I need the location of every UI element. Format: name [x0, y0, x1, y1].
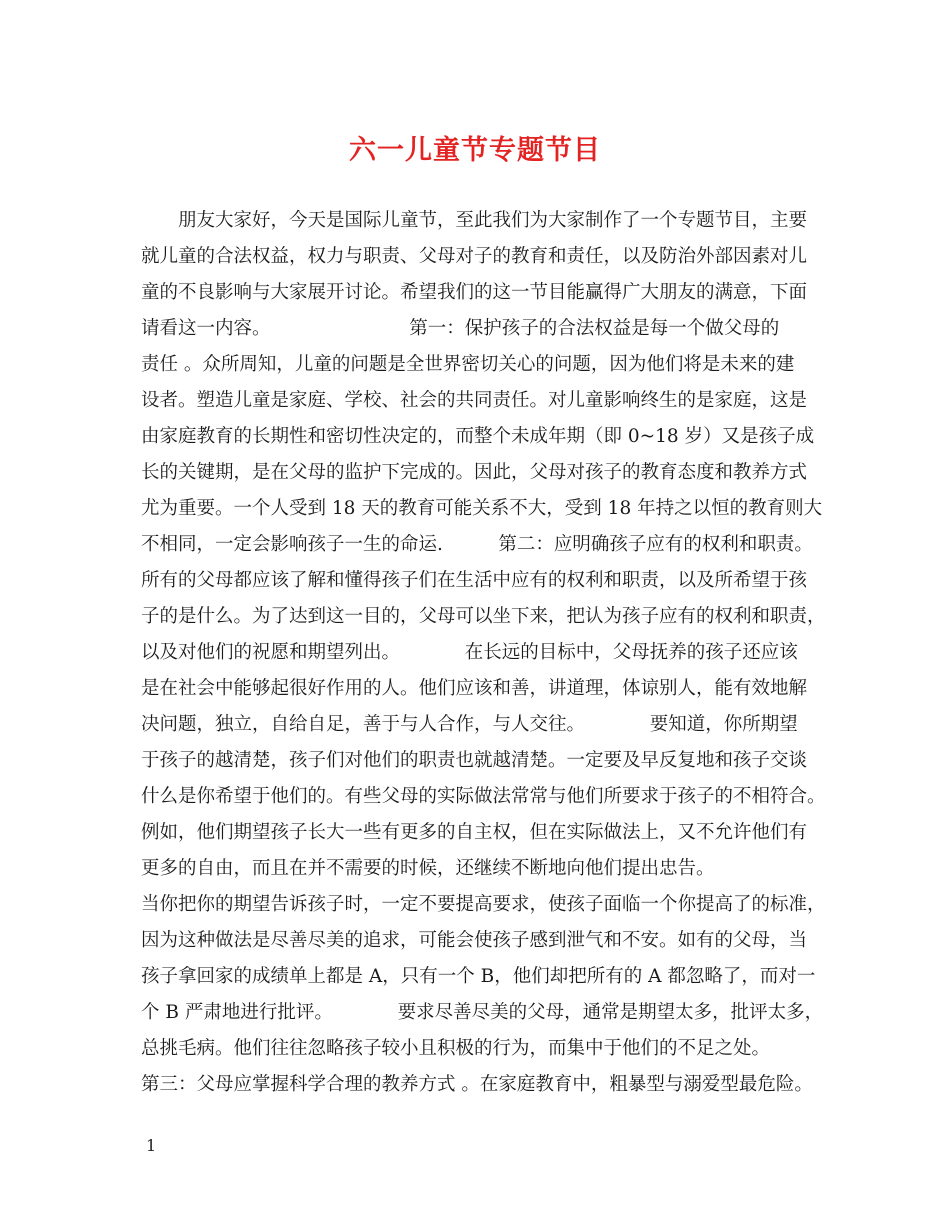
body-line: 不相同，一定会影响孩子一生的命运. 第二：应明确孩子应有的权利和职责。	[141, 534, 813, 555]
body-line: 什么是你希望于他们的。有些父母的实际做法常常与他们所要求于孩子的不相符合。	[141, 786, 826, 807]
body-line: 由家庭教育的长期性和密切性决定的，而整个未成年期（即 0~18 岁）又是孩子成	[141, 426, 815, 447]
body-line: 所有的父母都应该了解和懂得孩子们在生活中应有的权利和职责，以及所希望于孩	[141, 570, 808, 591]
body-line: 以及对他们的祝愿和期望列出。 在长远的目标中，父母抚养的孩子还应该	[141, 642, 798, 663]
body-line: 朋友大家好，今天是国际儿童节，至此我们为大家制作了一个专题节目，主要	[141, 210, 808, 231]
body-line: 请看这一内容。 第一：保护孩子的合法权益是每一个做父母的	[141, 318, 780, 339]
body-line: 就儿童的合法权益，权力与职责、父母对子的教育和责任，以及防治外部因素对儿	[141, 246, 808, 267]
page-number: 1	[146, 1136, 157, 1155]
body-line: 个 B 严肃地进行批评。 要求尽善尽美的父母，通常是期望太多，批评太多，	[141, 1002, 824, 1023]
body-line: 责任 。众所周知，儿童的问题是全世界密切关心的问题，因为他们将是未来的建	[141, 354, 795, 375]
body-line: 因为这种做法是尽善尽美的追求，可能会使孩子感到泄气和不安。如有的父母，当	[141, 930, 808, 951]
document-title: 六一儿童节专题节目	[349, 135, 601, 166]
body-line: 子的是什么。为了达到这一目的，父母可以坐下来，把认为孩子应有的权利和职责，	[141, 606, 826, 627]
body-line: 总挑毛病。他们往往忽略孩子较小且积极的行为，而集中于他们的不足之处。	[141, 1038, 771, 1059]
body-line: 例如，他们期望孩子长大一些有更多的自主权，但在实际做法上，又不允许他们有	[141, 822, 808, 843]
body-line: 更多的自由，而且在并不需要的时候，还继续不断地向他们提出忠告。	[141, 858, 715, 879]
body-line: 尤为重要。一个人受到 18 天的教育可能关系不大，受到 18 年持之以恒的教育则大	[141, 498, 823, 519]
body-line: 设者。塑造儿童是家庭、学校、社会的共同责任。对儿童影响终生的是家庭，这是	[141, 390, 808, 411]
body-line: 孩子拿回家的成绩单上都是 A，只有一个 B，他们却把所有的 A 都忽略了，而对一	[141, 966, 816, 987]
body-line: 第三：父母应掌握科学合理的教养方式 。在家庭教育中，粗暴型与溺爱型最危险。	[141, 1074, 813, 1095]
body-line: 当你把你的期望告诉孩子时，一定不要提高要求，使孩子面临一个你提高了的标准，	[141, 894, 826, 915]
body-line: 童的不良影响与大家展开讨论。希望我们的这一节目能赢得广大朋友的满意，下面	[141, 282, 808, 303]
body-line: 是在社会中能够起很好作用的人。他们应该和善，讲道理，体谅别人，能有效地解	[141, 678, 808, 699]
body-line: 长的关键期，是在父母的监护下完成的。因此，父母对孩子的教育态度和教养方式	[141, 462, 808, 483]
body-line: 决问题，独立，自给自足，善于与人合作，与人交往。 要知道，你所期望	[141, 714, 798, 735]
body-line: 于孩子的越清楚，孩子们对他们的职责也就越清楚。一定要及早反复地和孩子交谈	[141, 750, 808, 771]
